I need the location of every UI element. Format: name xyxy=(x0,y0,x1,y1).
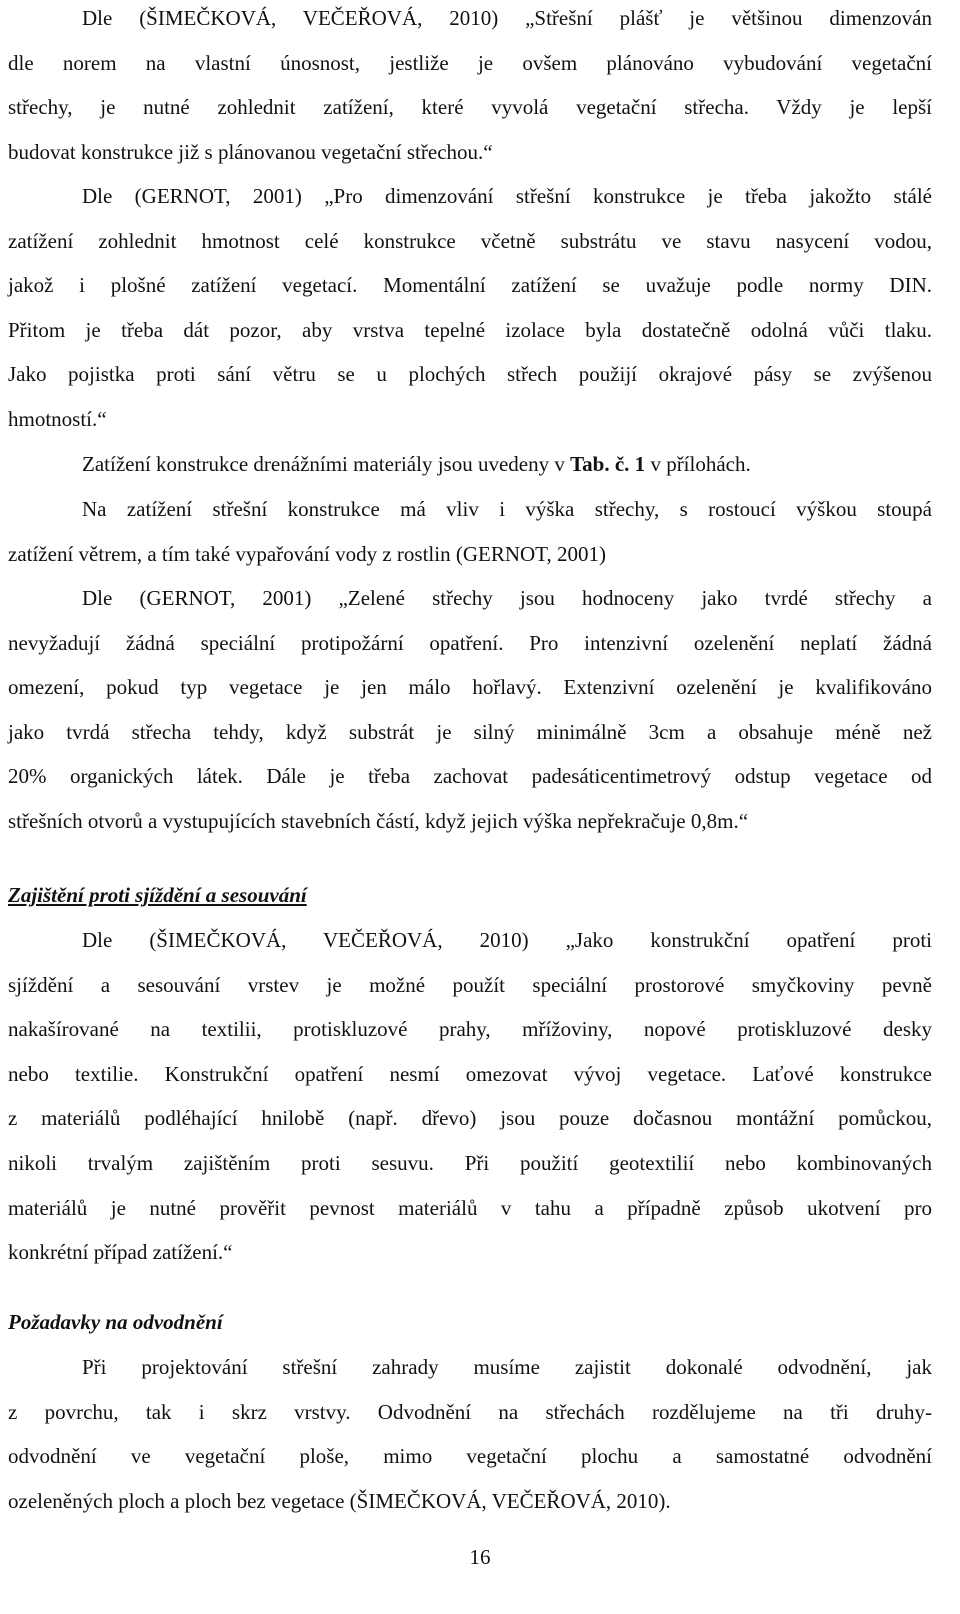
page-number: 16 xyxy=(469,1545,491,1569)
text-line: sjíždění a sesouvání vrstev je možné použít speciální prostorové smyčkoviny pevně xyxy=(8,972,932,997)
text-line: nikoli trvalým zajištěním proti sesuvu. Při použití geotextilií nebo kombinovaných xyxy=(8,1150,932,1175)
text-line: Jako pojistka proti sání větru se u plochých střech použijí okrajové pásy se zvýšenou xyxy=(8,362,932,387)
text-line: nebo textilie. Konstrukční opatření nesmí omezovat vývoj vegetace. Laťové konstrukce xyxy=(8,1061,932,1086)
text-line: konkrétní případ zatížení.“ xyxy=(8,1240,233,1265)
section-heading-drainage: Požadavky na odvodnění xyxy=(8,1310,223,1334)
text-line: odvodnění ve vegetační ploše, mimo vegetační plochu a samostatné odvodnění xyxy=(8,1444,932,1469)
section-heading-anti-slip: Zajištění proti sjíždění a sesouvání xyxy=(8,883,307,907)
text-line: Dle (ŠIMEČKOVÁ, VEČEŘOVÁ, 2010) „Střešní plášť je většinou dimenzován xyxy=(82,6,932,30)
text-line: Na zatížení střešní konstrukce má vliv i výška střechy, s rostoucí výškou stoupá xyxy=(82,497,932,521)
text-line: jako tvrdá střecha tehdy, když substrát je silný minimálně 3cm a obsahuje méně než xyxy=(8,719,932,744)
paragraph-drainage-table-ref xyxy=(8,442,932,487)
text-line: Dle (GERNOT, 2001) „Pro dimenzování střešní konstrukce je třeba jakožto stálé xyxy=(82,184,932,208)
text-line: dle norem na vlastní únosnost, jestliže je ovšem plánováno vybudování vegetační xyxy=(8,50,932,75)
text-line: 20% organických látek. Dále je třeba zachovat padesáticentimetrový odstup vegetace od xyxy=(8,764,932,789)
paragraph-roof-height xyxy=(8,487,932,576)
text-line: hmotností.“ xyxy=(8,406,107,431)
text-line: nakašírované na textilii, protiskluzové prahy, mřížoviny, nopové protiskluzové desky xyxy=(8,1017,932,1042)
paragraph-gernot-dimensioning xyxy=(8,174,932,442)
text-line: zatížení zohlednit hmotnost celé konstrukce včetně substrátu ve stavu nasycení vodou, xyxy=(8,228,932,253)
text-line: nevyžadují žádná speciální protipožární opatření. Pro intenzivní ozelenění neplatí žádná xyxy=(8,630,932,655)
text-line: jakož i plošné zatížení vegetací. Momentální zatížení se uvažuje podle normy DIN. xyxy=(8,273,932,298)
text-line: střechy, je nutné zohlednit zatížení, které vyvolá vegetační střecha. Vždy je lepší xyxy=(8,95,932,120)
text-line: Při projektování střešní zahrady musíme zajistit dokonalé odvodnění, jak xyxy=(82,1355,932,1379)
text-line: budovat konstrukce již s plánovanou vegetační střechou.“ xyxy=(8,139,493,164)
text-line xyxy=(8,442,932,487)
paragraph-green-roofs-fire xyxy=(8,576,932,844)
text-line: materiálů je nutné prověřit pevnost materiálů v tahu a případně způsob ukotvení pro xyxy=(8,1195,932,1220)
text-line: z materiálů podléhající hnilobě (např. dřevo) jsou pouze dočasnou montážní pomůckou, xyxy=(8,1106,932,1131)
text-line: omezení, pokud typ vegetace je jen málo hořlavý. Extenzivní ozelenění je kvalifikováno xyxy=(8,675,932,700)
text-segment: v přílohách. xyxy=(645,452,751,476)
table-reference: Tab. č. 1 xyxy=(570,452,646,476)
text-line: zatížení větrem, a tím také vypařování vody z rostlin (GERNOT, 2001) xyxy=(8,541,606,566)
paragraph-roof-load-simeckova xyxy=(8,0,932,174)
text-line: z povrchu, tak i skrz vrstvy. Odvodnění na střechách rozdělujeme na tři druhy- xyxy=(8,1399,932,1424)
text-line: Přitom je třeba dát pozor, aby vrstva tepelné izolace byla dostatečně odolná vůči tlaku. xyxy=(8,317,932,342)
text-line: střešních otvorů a vystupujících stavebních částí, když jejich výška nepřekračuje 0,8m.“ xyxy=(8,808,749,833)
paragraph-drainage-requirements xyxy=(8,1345,932,1523)
text-line: ozeleněných ploch a ploch bez vegetace (ŠIMEČKOVÁ, VEČEŘOVÁ, 2010). xyxy=(8,1488,671,1513)
text-line: Dle (GERNOT, 2001) „Zelené střechy jsou hodnoceny jako tvrdé střechy a xyxy=(82,586,932,610)
paragraph-anti-slip-measures xyxy=(8,918,932,1275)
text-line: Dle (ŠIMEČKOVÁ, VEČEŘOVÁ, 2010) „Jako konstrukční opatření proti xyxy=(82,928,932,952)
text-segment: Zatížení konstrukce drenážními materiály jsou uvedeny v xyxy=(82,452,571,476)
